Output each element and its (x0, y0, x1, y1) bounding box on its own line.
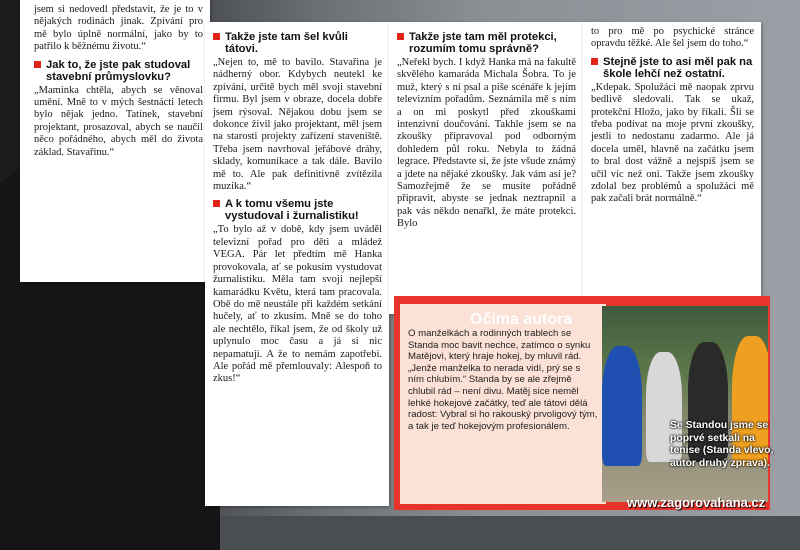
col3-question-1 (397, 31, 576, 55)
photo-caption: Se Standou jsme se poprvé setkali na tenise (Standa vlevo, autor druhý zprava). (670, 420, 774, 469)
col1-intro: jsem si nedovedl představit, že je to v nějakých rodinách jinak. Zpívání pro mě bylo úplně normální, jako by to patřilo k běžnému životu.“ (34, 4, 203, 53)
col2-answer-1: „Nejen to, mě to bavilo. Stavařina je nádherný obor. Kdybych neutekl ke zpívání, určitě bych měl svoji stavební firmu. Byl jsem v obraze, docela dobře jsem rýsoval. Nějakou dobu jsem se dokonce živil jako projektant, měl jsem na starosti projekty zařízení staveniště. Třeba jsem navrhoval jeřábové dráhy, sklady, komunikace a tak dále. Bavilo mě to. Ale pak definitivně zvítězila muzika.“ (213, 57, 382, 193)
question-marker-icon (213, 33, 220, 40)
article-column-3 (389, 22, 583, 314)
col2-question-1 (213, 31, 382, 55)
col2-question-2 (213, 198, 382, 222)
question-marker-icon (397, 33, 404, 40)
col1-answer-1: „Maminka chtěla, abych se věnoval umění. Mně to v mých šestnácti letech bylo nějak jedno. Tatínek, stavební projektant, prosazoval, abych se naučil něco pořádného, abych měl do života základ. Stavařinu.“ (34, 84, 203, 158)
col3-answer-1: „Neřekl bych. I když Hanka má na fakultě skvělého kamaráda Michala Šobra. To je muž, který s ní psal a píše scénáře k jejím televizním pořadům. Seznámila mě s ním a on mi poskytl před zkouškami intenzivní doučování. Takhle jsem se na zkoušky připravoval pod odborným dohledem půl roku. Nebyla to žádná legrace. Představte si, že jste všude známý a jdete na nějaké zkoušky. Jak vám asi je? Samozřejmě že se musíte pořádně připravit, abyste se jednak neztrapnil a pak vás někdo nenařkl, že máte protekci. Bylo (397, 57, 576, 230)
author-text-panel (400, 304, 606, 504)
col4-question-1 (591, 56, 754, 80)
question-marker-icon (591, 58, 598, 65)
col4-answer-1: „Kdepak. Spolužáci mě naopak zprvu bedlivě sledovali. Tak se ukaž, protekční Hložo, jako by říkali. Šli se třeba podívat na moje první zkoušky, jestli to nedostanu zadarmo. Ale já docela uměl, hlavně na začátku jsem to bral dost vážně a nejspíš jsem se učil víc než oni. Takže jsem zkoušky zdolal bez problémů a spolužáci mě pak začali brát normálně.“ (591, 81, 754, 205)
question-marker-icon (34, 61, 41, 68)
article-column-1 (20, 0, 210, 282)
author-title: Očima autora (470, 311, 573, 328)
author-text: O manželkách a rodinných trablech se Standa moc bavit nechce, zatímco o synku Matějovi, který hraje hokej, by mluvil rád. „Jenže manželka to nerada vidí, prý se s ním chlubím.“ Standa by se ale zřejmě chlubil rád – není divu. Matěj sice neměl lehké hokejové začátky, teď ale tátovi dělá radost: Vybral si ho rakouský prvoligový tým, a tak je teď hokejovým profesionálem. (408, 328, 598, 432)
col1-question-1 (34, 59, 203, 83)
person-figure (602, 346, 642, 466)
col2-answer-2: „To bylo až v době, kdy jsem uváděl televizní pořad pro děti a mládež VEGA. Pár let předtím mě Hanka provokovala, ať se pokusím vystudovat žurnalistiku. Měla tam svoji nejlepší kamarádku Květu, která tam pracovala. Obě do mě neustále při každém setkání hučely, ať to zkusím. Mně se do toho ale nechtělo, říkal jsem, že od školy už uplynulo moc času a já si nic nepamatuji. A že to nemám zapotřebí. Ale pořád mě přemlouvaly: Alespoň to zkus!“ (213, 224, 382, 385)
question-text: Stejně jste to asi měl pak na škole lehčí než ostatní. (603, 55, 753, 80)
article-column-4 (583, 22, 761, 297)
col4-intro: to pro mě po psychické stránce opravdu těžké. Ale šel jsem do toho.“ (591, 26, 754, 50)
question-text: Takže jste tam měl protekci, rozumím tomu správně? (409, 31, 557, 55)
watermark: www.zagorovahana.cz (627, 495, 766, 510)
tennis-photo (602, 306, 768, 502)
question-marker-icon (213, 200, 220, 207)
question-text: A k tomu všemu jste vystudoval i žurnalistiku! (225, 198, 359, 223)
question-text: Takže jste tam šel kvůli tátovi. (225, 31, 348, 55)
question-text: Jak to, že jste pak studoval stavební průmyslovku? (46, 58, 191, 83)
article-column-2 (205, 22, 389, 506)
